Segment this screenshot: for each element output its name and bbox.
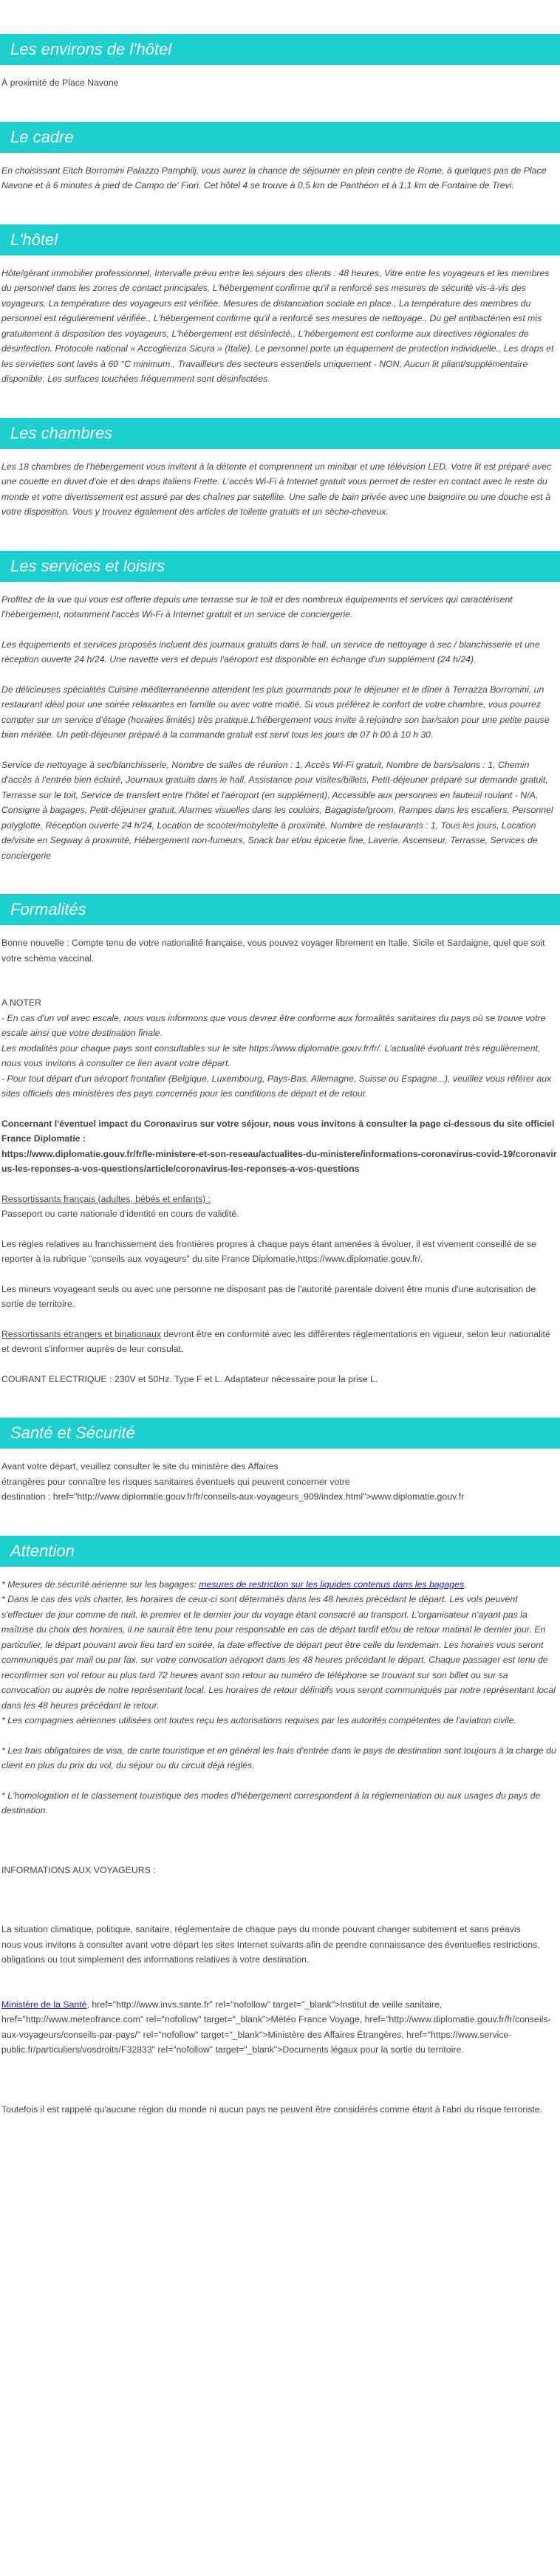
formalites-fr-title: Ressortissants français (adultes, bébés et enfants) : xyxy=(1,1193,211,1204)
formalites-etrangers-text: devront être en conformité avec les différentes réglementations en vigueur, selon leur nationalité et devront s'informer auprès de leur consulat. xyxy=(1,1328,550,1354)
formalites-courant: COURANT ELECTRIQUE : 230V et 50Hz. Type F et L. Adaptateur nécessaire pour la prise L. xyxy=(1,1373,378,1384)
services-paragraph-2: Les équipements et services proposés incluent des journaux gratuits dans le hall, un service de nettoyage à sec / blanchisserie et une réception ouverte 24 h/24. Une navette vers et depuis l'aéroport est disponible en échange d'un supplément (24 h/24). xyxy=(1,639,540,664)
section-sante xyxy=(0,1418,560,1505)
section-formalites xyxy=(0,894,560,1387)
services-paragraph-1: Profitez de la vue qui vous est offerte depuis une terrasse sur le toit et des nombreux équipements et services qui caractérisent l'hébergement, notamment l'accès Wi-Fi à Internet gratuit et un service de conciergerie. xyxy=(1,594,513,619)
section-title-hotel: L'hôtel xyxy=(0,224,560,255)
attention-situation: La situation climatique, politique, sanitaire, réglementaire de chaque pays du monde pouvant changer subitement et sans préavis nous vous invitons à consulter avant votre départ les sites Internet suivants afin de prendre connaissance des éventuelles restrictions, obligations ou tout simplement des informations relatives à votre destination. xyxy=(1,1924,540,1965)
section-title-environs: Les environs de l'hôtel xyxy=(0,34,560,65)
services-paragraph-3: De délicieuses spécialités Cuisine méditerranéenne attendent les plus gourmands pour le déjeuner et le dîner à Terrazza Borromini, un restaurant idéal pour une soirée relaxantes en famille ou avec votre moitié. Si vous préférez le confort de votre chambre, vous pourrez compter sur un service d'étage (horaires limités) très pratique.L'hébergement vous invite à rejoindre son bar/salon pour une petite pause bien méritée. Un petit-déjeuner préparé à la commande gratuit est servi tous les jours de 07 h 00 à 10 h 30. xyxy=(1,684,550,740)
services-paragraph-4: Service de nettoyage à sec/blanchisserie, Nombre de salles de réunion : 1, Accès Wi-Fi gratuit, Nombre de bars/salons : 1, Chemin d'accès à l'entrée bien éclairé, Journaux gratuits dans le hall, Assistance pour visites/billets, Petit-déjeuner préparé sur demande gratuit, Terrasse sur le toit, Service de transfert entre l'hôtel et l'aéroport (en supplément), Accessible aux personnes en fauteuil roulant - N/A, Consigne à bagages, Petit-déjeuner gratuit, Alarmes visuelles dans les couloirs, Bagagiste/groom, Rampes dans les escaliers, Personnel polyglotte, Réception ouverte 24 h/24, Location de scooter/mobylette à proximité, Nombre de restaurants : 1, Tous les jours, Location de/visite en Segway à proximité, Hébergement non-fumeurs, Snack bar et/ou épicerie fine, Laverie, Ascenseur, Terrasse, Services de conciergerie xyxy=(1,759,553,861)
section-title-sante: Santé et Sécurité xyxy=(0,1418,560,1449)
attention-bagages-prefix: * Mesures de sécurité aérienne sur les bagages: xyxy=(1,1579,199,1590)
section-title-cadre: Le cadre xyxy=(0,122,560,153)
section-body-attention xyxy=(0,1577,560,2118)
attention-paragraph-2: * Les frais obligatoires de visa, de carte touristique et en général les frais d'entrée dans le pays de destination sont toujours à la charge du client en plus du prix du vol, du séjour ou du circuit déjà réglés. xyxy=(1,1745,556,1770)
formalites-fr-text: Passeport ou carte nationale d'identité en cours de validité. xyxy=(1,1209,239,1219)
section-title-chambres: Les chambres xyxy=(0,418,560,449)
attention-terrorisme: Toutefois il est rappelé qu'aucune région du monde ni aucun pays ne peuvent être considérés comme étant à l'abri du risque terroriste. xyxy=(1,2103,543,2115)
section-body-formalites xyxy=(0,935,560,1387)
attention-paragraph-1 xyxy=(1,1577,559,1728)
section-body-sante xyxy=(0,1459,560,1505)
section-title-attention: Attention xyxy=(0,1536,560,1567)
liquides-restriction-link[interactable]: mesures de restriction sur les liquides contenus dans les bagages xyxy=(199,1579,465,1590)
section-title-services: Les services et loisirs xyxy=(0,551,560,582)
section-body-cadre xyxy=(0,163,560,193)
formalites-line-2: Les modalités pour chaque pays sont consultables sur le site https://www.diplomatie.gouv.fr/fr/. L'actualité évoluant très régulièrement, nous vous invitons à consulter ce lien avant votre départ. xyxy=(1,1043,541,1068)
attention-ministeres-rest: , href="http://www.invs.sante.fr" rel="nofollow" target="_blank">Institut de veille sanitaire, href="http://www.meteofrance.com" rel="nofollow" target="_blank">Météo France Voyage, href="http://www.diplomatie.gouv.fr/fr/conseils-aux-voyageurs/conseils-par-pays/" rel="nofollow" target="_blank">Ministère des Affaires Étrangères, href="https://www.service-public.fr/particuliers/vosdroits/F32833" rel="nofollow" target="_blank">Documents légaux pour la sortie du territoire. xyxy=(1,1999,551,2055)
sante-line-2: étrangères pour connaître les risques sanitaires éventuels qui peuvent concerner votre xyxy=(1,1476,350,1487)
ministere-sante-link[interactable]: Ministère de la Santé xyxy=(1,1999,87,2010)
formalites-frontieres: Les règles relatives au franchissement des frontières propres à chaque pays étant amenées à évoluer, il est vivement conseillé de se reporter à la rubrique "conseils aux voyageurs" du site France Diplomatie,https://www.diplomatie.gouv.fr/. xyxy=(1,1238,536,1264)
section-body-environs xyxy=(0,75,560,91)
section-environs xyxy=(0,34,560,91)
section-body-hotel xyxy=(0,266,560,387)
sante-line-1: Avant votre départ, veuillez consulter le site du ministère des Affaires xyxy=(1,1461,279,1471)
hotel-text: Hôte/gérant immobilier professionnel, Intervalle prévu entre les séjours des clients : 48 heures, Vitre entre les voyageurs et les membres du personnel dans les zones de contact principales, L'hébergement confirme qu'il a renforcé ses mesures de sécurité vis-à-vis des voyageurs, La température des voyageurs est vérifiée, Mesures de distanciation sociale en place., La température des membres du personnel est régulièrement vérifiée., L'hébergement confirme qu'il a renforcé ses mesures de nettoyage., Du gel antibactérien est mis gratuitement à disposition des voyageurs, L'hébergement est désinfecté., L'hébergement est conforme aux directives régionales de désinfection. Protocole national « Accoglienza Sicura » (Italie), Le personnel porte un équipement de protection individuelle., Les draps et les serviettes sont lavés à 60 °C minimum., Travailleurs des secteurs essentiels uniquement - NON, Aucun lit pliant/supplémentaire disponible, Les surfaces touchées fréquemment sont désinfectées. xyxy=(1,267,554,384)
section-attention xyxy=(0,1536,560,2118)
attention-bagages-rest: . * Dans le cas des vols charter, les horaires de ceux-ci sont déterminés dans les 48 heures précédant le départ. Les vols peuvent s'effectuer de jour comme de nuit, le premier et le dernier jour du voyage étant consacré au transport. L'organisateur n'ayant pas la maîtrise du choix des horaires, il ne saurait être tenu pour responsable en cas de départ tardif et/ou de retour matinal le dernier jour. En particulier, le départ pouvant avoir lieu tard en soirée, la date effective de départ peut être celle du lendemain. Les horaires vous seront communiqués par mail ou par fax, sur votre convocation aéroport dans les 48 heures précédant le départ. Chaque passager est tenu de reconfirmer son vol retour au plus tard 72 heures avant son retour au numéro de téléphone se trouvant sur son billet ou sur sa convocation ou auprès de notre représentant local. Les horaires de retour définitifs vous seront communiqués par notre représentant local dans les 48 heures précédant le retour. * Les compagnies aériennes utilisées ont toutes reçu les autorisations requises par les autorités compétentes de l'aviation civile. xyxy=(1,1579,556,1725)
section-body-services xyxy=(0,592,560,864)
section-chambres xyxy=(0,418,560,520)
cadre-text: En choisissant Eitch Borromini Palazzo Pamphilj, vous aurez la chance de séjourner en plein centre de Rome, à quelques pas de Place Navone et à 6 minutes à pied de Campo de' Fiori. Cet hôtel 4 se trouve à 0,5 km de Panthéon et à 1,1 km de Fontaine de Trevi. xyxy=(1,165,547,190)
section-hotel xyxy=(0,224,560,387)
environs-text: À proximité de Place Navone xyxy=(1,78,119,88)
section-title-formalites: Formalités xyxy=(0,894,560,925)
section-cadre xyxy=(0,122,560,193)
formalites-a-noter: A NOTER xyxy=(1,997,41,1008)
formalites-line-1: - En cas d'un vol avec escale, nous vous informons que vous devrez être conforme aux formalités sanitaires du pays où se trouve votre escale ainsi que votre destination finale. xyxy=(1,1012,546,1038)
sante-line-3: destination : href="http://www.diplomatie.gouv.fr/fr/conseils-aux-voyageurs_909/index.html">www.diplomatie.gouv.fr xyxy=(1,1491,465,1502)
section-body-chambres xyxy=(0,459,560,520)
formalites-intro: Bonne nouvelle : Compte tenu de votre nationalité française, vous pouvez voyager librement en Italie, Sicile et Sardaigne, quel que soit votre schéma vaccinal. xyxy=(1,938,545,964)
formalites-mineurs: Les mineurs voyageant seuls ou avec une personne ne disposant pas de l'autorité parentale doivent être munis d'une autorisation de sortie de territoire. xyxy=(1,1283,536,1309)
attention-infos-voyageurs: INFORMATIONS AUX VOYAGEURS : xyxy=(1,1864,156,1875)
formalites-covid-title: Concernant l'éventuel impact du Coronavirus sur votre séjour, nous vous invitons à consulter la page ci-dessous du site officiel France Diplomatie : xyxy=(1,1118,555,1144)
formalites-etrangers-title: Ressortissants étrangers et binationaux xyxy=(1,1328,161,1339)
attention-ministeres xyxy=(1,1997,559,2058)
formalites-etrangers xyxy=(1,1327,559,1357)
formalites-line-3: - Pour tout départ d'un aéroport frontalier (Belgique, Luxembourg, Pays-Bas, Allemagne, Suisse ou Espagne...), veuillez vous référer aux sites officiels des ministères des pays concernés pour les conditions de départ et de retour. xyxy=(1,1073,552,1099)
attention-paragraph-3: * L'homologation et le classement touristique des modes d'hébergement correspondent à la réglementation ou aux usages du pays de destination. xyxy=(1,1790,541,1816)
formalites-covid-url: https://www.diplomatie.gouv.fr/fr/le-ministere-et-son-reseau/actualites-du-ministere/informations-coronavirus-covid-19/coronavirus-les-reponses-a-vos-questions/article/coronavirus-les-reponses-a-vos-questions xyxy=(1,1148,557,1174)
chambres-text: Les 18 chambres de l'hébergement vous invitent à la détente et comprennent un minibar et une télévision LED. Votre lit est préparé avec une couette en duvet d'oie et des draps italiens Frette. L'accès Wi-Fi à Internet gratuit vous permet de rester en contact avec le reste du monde et votre divertissement est assuré par des chaînes par satellite. Une salle de bain privée avec une baignoire ou une douche est à votre disposition. Vous y trouvez également des articles de toilette gratuits et un sèche-cheveux. xyxy=(1,461,552,517)
section-services xyxy=(0,551,560,864)
